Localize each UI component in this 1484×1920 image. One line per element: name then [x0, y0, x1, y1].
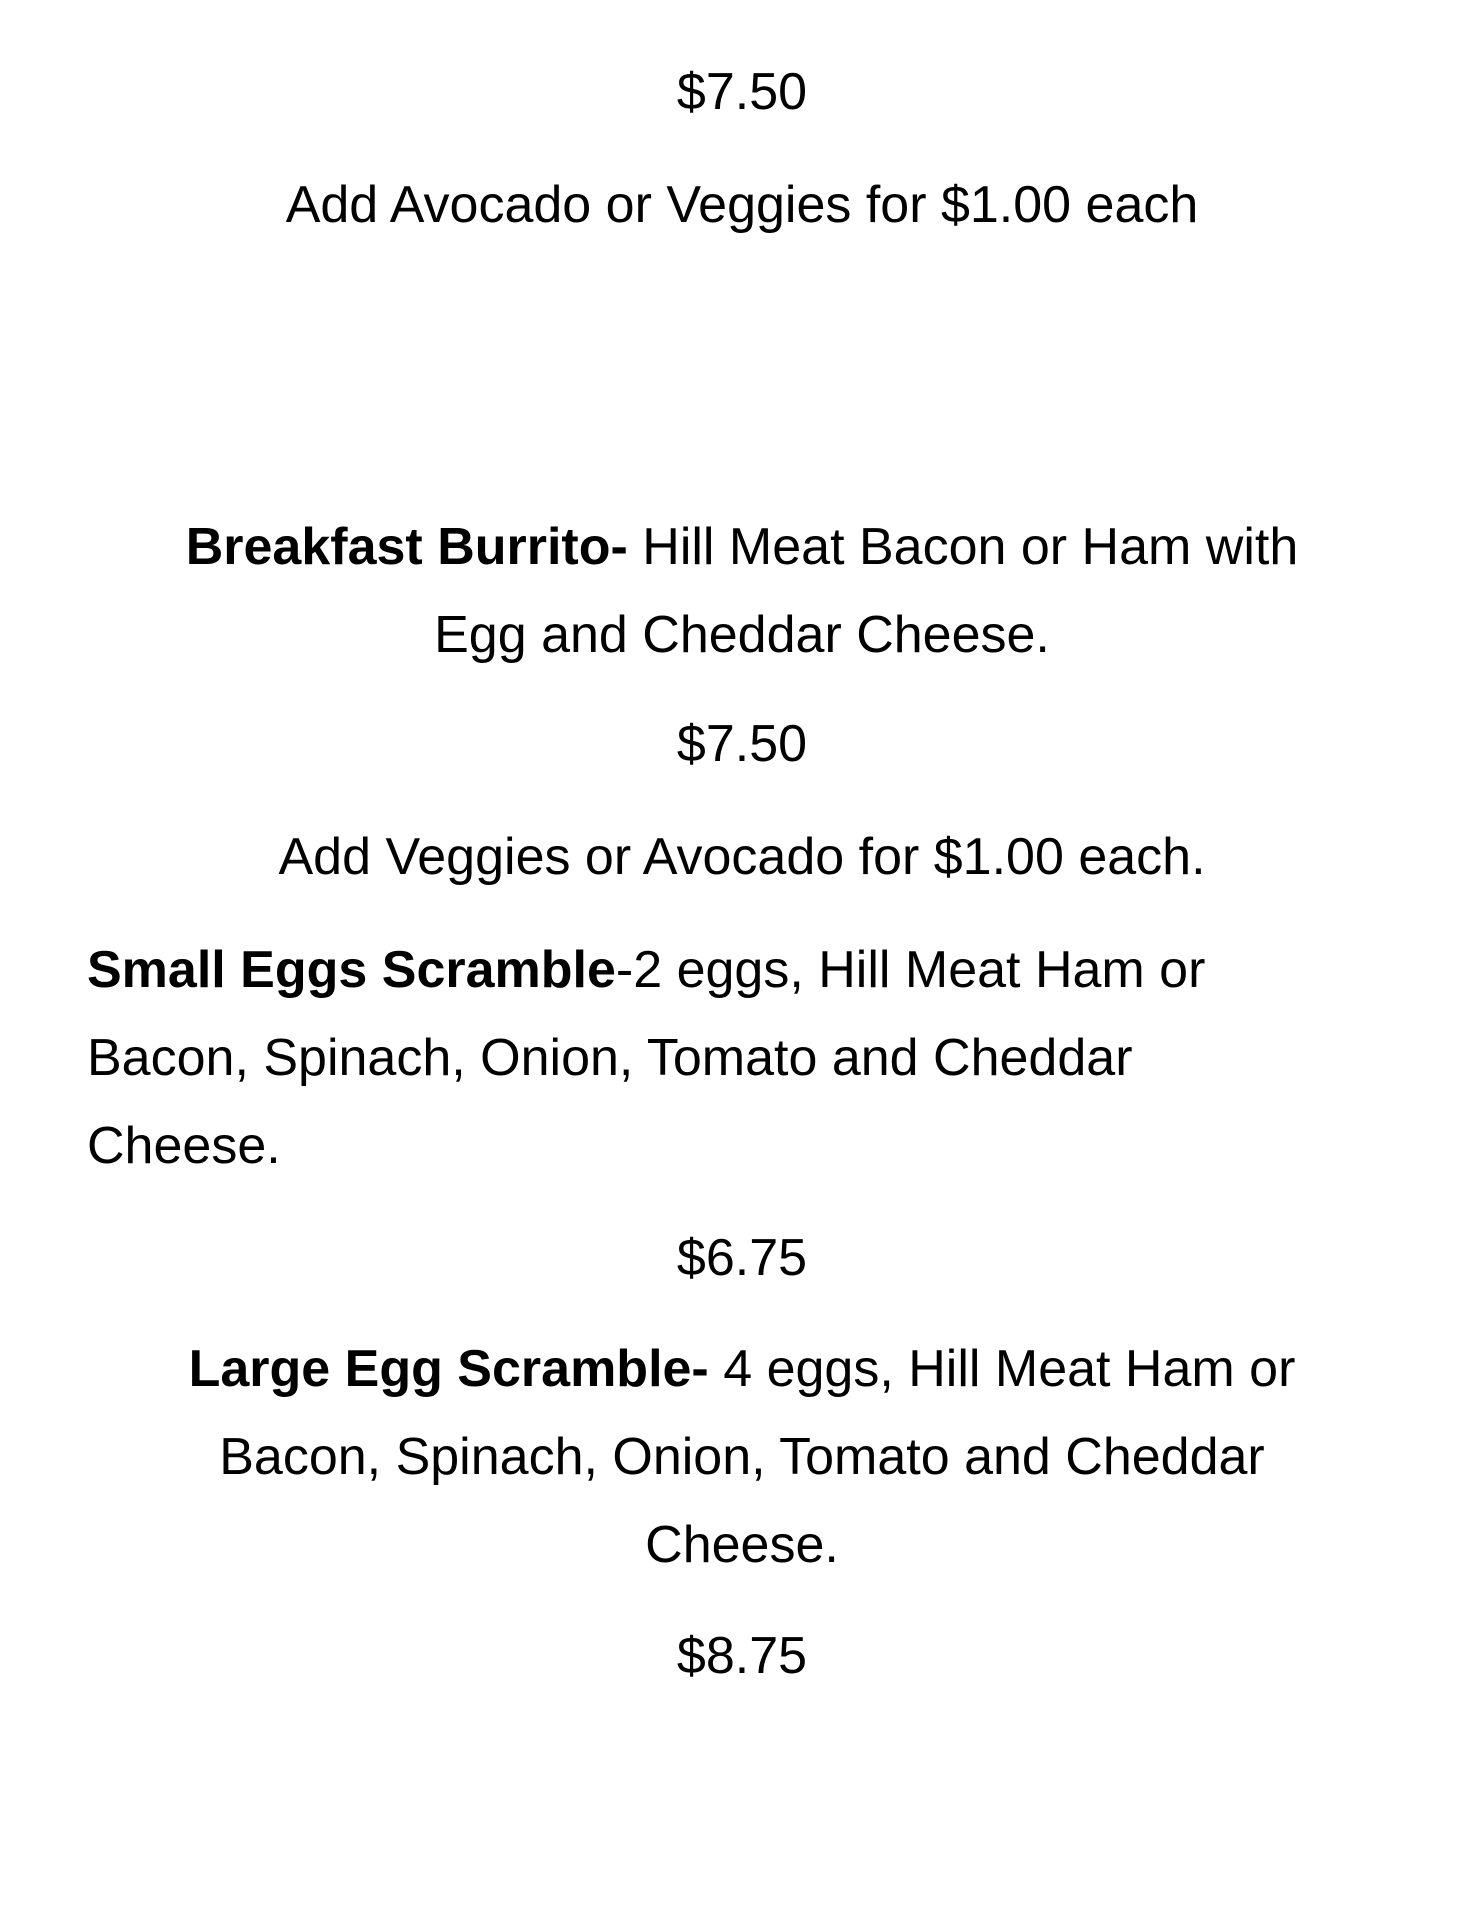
large-scramble-line1 [0, 1339, 1484, 1399]
large-scramble-desc-line2: Bacon, Spinach, Onion, Tomato and Cheddar [219, 1428, 1265, 1486]
breakfast-burrito-desc-line2: Egg and Cheddar Cheese. [434, 606, 1050, 664]
large-scramble-desc: 4 eggs, Hill Meat Ham or [708, 1340, 1296, 1398]
small-scramble-desc: -2 eggs, Hill Meat Ham or [615, 941, 1206, 999]
small-scramble-line1 [87, 940, 1467, 1000]
large-scramble-desc-line3: Cheese. [645, 1516, 839, 1574]
small-scramble-desc-line2: Bacon, Spinach, Onion, Tomato and Cheddar [87, 1029, 1133, 1087]
breakfast-burrito-desc: Hill Meat Bacon or Ham with [627, 518, 1299, 576]
breakfast-burrito-name: Breakfast Burrito- [185, 518, 628, 576]
breakfast-burrito-line1 [0, 517, 1484, 577]
large-scramble-name: Large Egg Scramble- [188, 1340, 709, 1398]
small-scramble-price: $6.75 [676, 1229, 808, 1287]
small-scramble-desc-line3: Cheese. [87, 1117, 281, 1175]
top-addon: Add Avocado or Veggies for $1.00 each [285, 176, 1199, 234]
large-scramble-price: $8.75 [676, 1627, 808, 1685]
breakfast-burrito-price: $7.50 [676, 715, 808, 773]
small-scramble-name: Small Eggs Scramble [87, 941, 616, 999]
top-price: $7.50 [676, 63, 808, 121]
breakfast-burrito-addon: Add Veggies or Avocado for $1.00 each. [278, 828, 1206, 886]
